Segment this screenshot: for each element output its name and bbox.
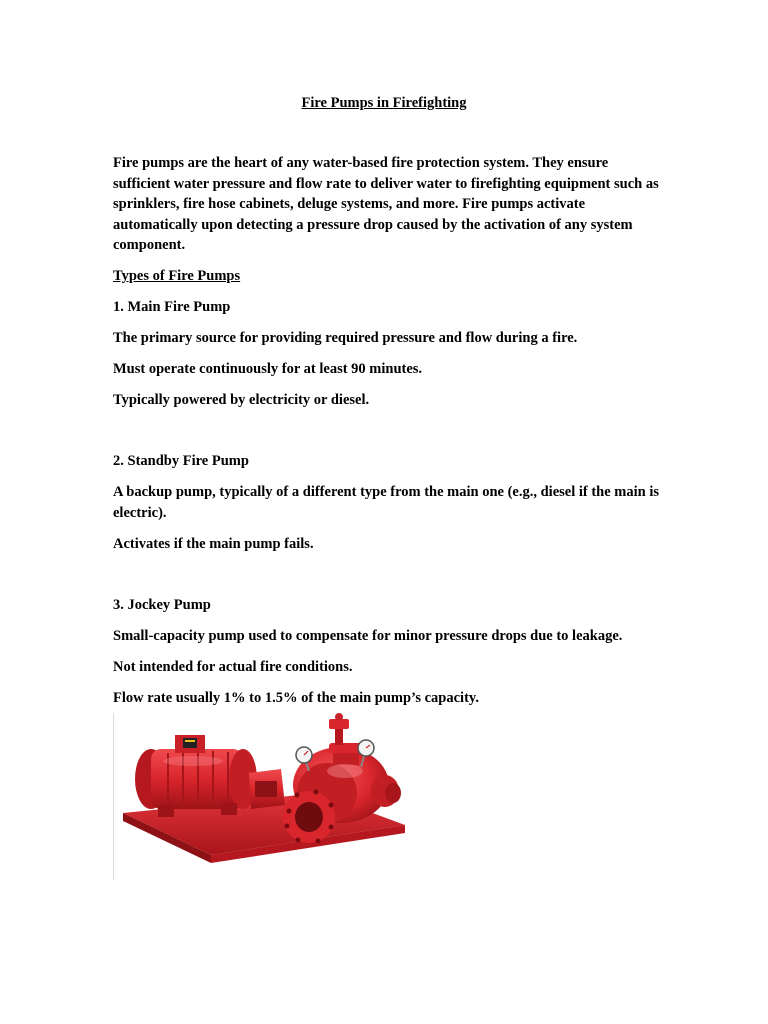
main-pump-line-1: The primary source for providing required pressure and flow during a fire. [113, 330, 578, 346]
standby-pump-line-2: Activates if the main pump fails. [113, 536, 314, 552]
jockey-pump-line-2: Not intended for actual fire conditions. [113, 659, 353, 675]
jockey-pump-line-1: Small-capacity pump used to compensate for minor pressure drops due to leakage. [113, 628, 623, 644]
standby-pump-line-1: A backup pump, typically of a different type from the main one (e.g., diesel if the main is electric). [113, 484, 660, 521]
document-title: Fire Pumps in Firefighting [301, 95, 467, 111]
jockey-pump-line-3: Flow rate usually 1% to 1.5% of the main pump’s capacity. [113, 690, 479, 706]
intro-paragraph: Fire pumps are the heart of any water-based fire protection system. They ensure sufficient water pressure and flow rate to deliver water to firefighting equipment such as sprinklers, fire hose cabinets, deluge systems, and more. Fire pumps activate automatically upon detecting a pressure drop caused by the activation of any system component. [113, 155, 659, 253]
fire-pump-image [113, 713, 413, 880]
jockey-pump-heading: 3. Jockey Pump [113, 597, 211, 613]
main-pump-line-2: Must operate continuously for at least 90 minutes. [113, 361, 423, 377]
main-pump-line-3: Typically powered by electricity or diesel. [113, 392, 370, 408]
types-heading: Types of Fire Pumps [113, 268, 241, 284]
standby-pump-heading: 2. Standby Fire Pump [113, 453, 249, 469]
main-pump-heading: 1. Main Fire Pump [113, 299, 231, 315]
